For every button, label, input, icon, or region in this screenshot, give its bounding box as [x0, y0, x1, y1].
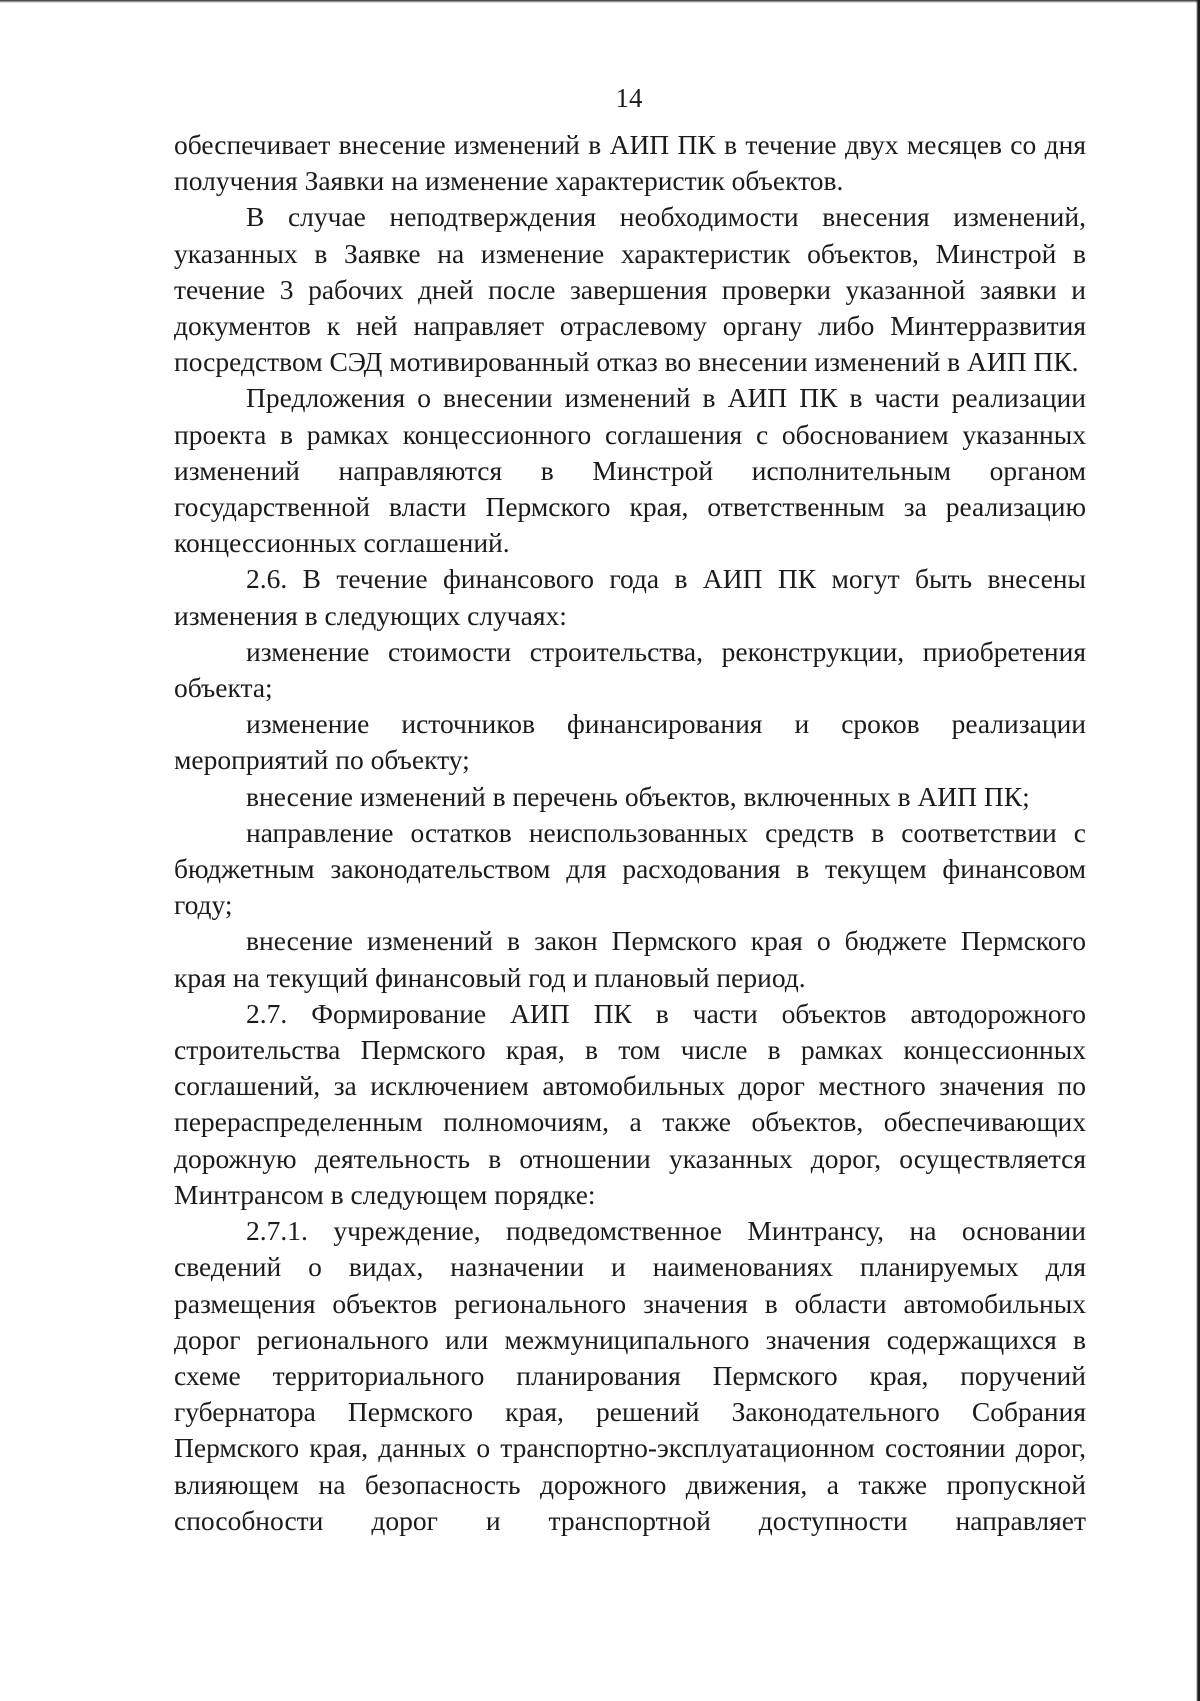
list-item-object-list-change: внесение изменений в перечень объектов, включенных в АИП ПК; — [246, 780, 1030, 812]
paragraph-concession-proposals: Предложения о внесении изменений в АИП ПК в части реализации проекта в рамках концессионного соглашения с обоснованием указанных изменений направляются в Минстрой исполнительным органом государственной власти Пермского края, ответственным за реализацию концессионных соглашений. — [174, 382, 1086, 559]
paragraph-continuation: обеспечивает внесение изменений в АИП ПК в течение двух месяцев со дня получения Заявки на изменение характеристик объектов. — [174, 129, 1086, 197]
paragraph-section-2-7-1: 2.7.1. учреждение, подведомственное Минтрансу, на основании сведений о видах, назначении и наименованиях планируемых для размещения объектов регионального значения в области автомобильных дорог регионального или межмуниципального значения содержащихся в схеме территориального планирования Пермского края, поручений губернатора Пермского края, решений Законодательного Собрания Пермского края, данных о транспортно-эксплуатационном состоянии дорог, влияющем на безопасность дорожного движения, а также пропускной способности дорог и транспортной доступности направляет — [174, 1215, 1086, 1536]
page-number: 14 — [615, 83, 643, 113]
list-item-budget-law-change: внесение изменений в закон Пермского края о бюджете Пермского края на текущий финансовый год и плановый период. — [174, 925, 1086, 993]
document-body — [174, 127, 1086, 1539]
paragraph-section-2-7: 2.7. Формирование АИП ПК в части объектов автодорожного строительства Пермского края, в том числе в рамках концессионных соглашений, за исключением автомобильных дорог местного значения по перераспределенным полномочиям, а также объектов, обеспечивающих дорожную деятельность в отношении указанных дорог, осуществляется Минтрансом в следующем порядке: — [174, 997, 1086, 1210]
list-item-funding-change: изменение источников финансирования и сроков реализации мероприятий по объекту; — [174, 708, 1086, 776]
paragraph-section-2-6: 2.6. В течение финансового года в АИП ПК могут быть внесены изменения в следующих случаях: — [174, 563, 1086, 631]
scan-edge-right — [1196, 0, 1200, 1701]
list-item-unused-funds: направление остатков неиспользованных средств в соответствии с бюджетным законодательством для расходования в текущем финансовом году; — [174, 816, 1086, 921]
scan-edge-top — [0, 0, 1200, 3]
list-item-cost-change: изменение стоимости строительства, реконструкции, приобретения объекта; — [174, 635, 1086, 704]
paragraph-refusal: В случае неподтверждения необходимости внесения изменений, указанных в Заявке на изменение характеристик объектов, Минстрой в течение 3 рабочих дней после завершения проверки указанной заявки и документов к ней направляет отраслевому органу либо Минтерразвития посредством СЭД мотивированный отказ во внесении изменений в АИП ПК. — [174, 201, 1086, 378]
